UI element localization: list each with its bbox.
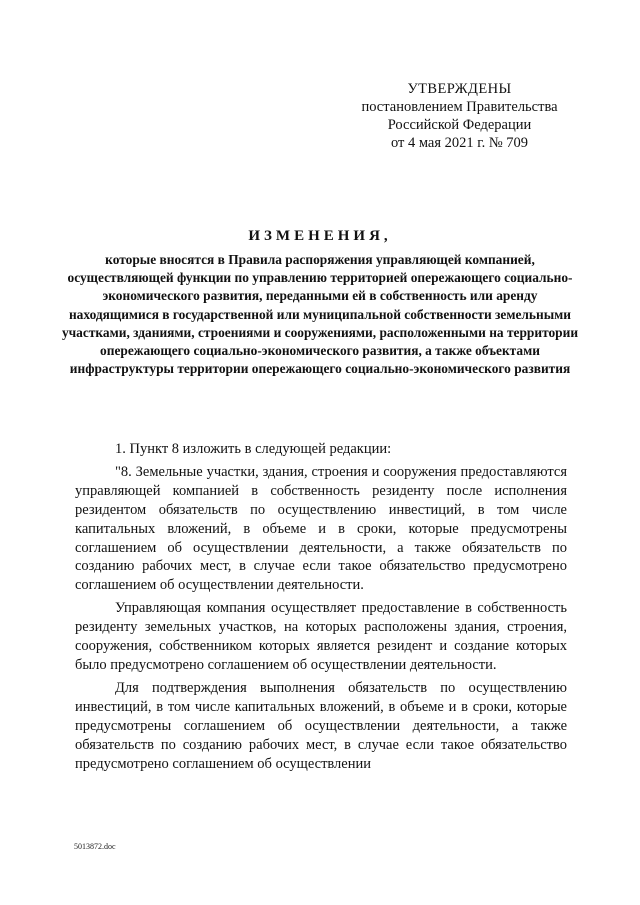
approval-title: УТВЕРЖДЕНЫ	[407, 81, 512, 97]
paragraph-2: "8. Земельные участки, здания, строения и сооружения предоставляются управляющей компанией в собственность резиденту после исполнения резидентом обязательств по осуществлению инвестиций, в том числе капитальных вложений, в объеме и в сроки, которые предусмотрены соглашением об осуществлении деятельности, а также обязательств по созданию рабочих мест, в случае если такое обязательство предусмотрено соглашением об осуществлении деятельности.	[75, 463, 567, 594]
paragraph-3: Управляющая компания осуществляет предоставление в собственность резиденту земельных участков, на которых расположены здания, строения, сооружения, собственником которых является резидент и создание которых было предусмотрено соглашением об осуществлении деятельности.	[75, 600, 567, 673]
approval-line-1: постановлением Правительства	[361, 99, 558, 115]
document-body	[75, 440, 567, 773]
paragraph-4: Для подтверждения выполнения обязательств по осуществлению инвестиций, в том числе капитальных вложений, в объеме и в сроки, которые предусмотрены соглашением об осуществлении деятельности, а также обязательств по созданию рабочих мест, в случае если такое обязательство предусмотрено соглашением об осуществлении	[75, 679, 567, 772]
approval-line-3: от 4 мая 2021 г. № 709	[390, 135, 529, 151]
approval-line-2: Российской Федерации	[387, 117, 532, 133]
paragraph-1: 1. Пункт 8 изложить в следующей редакции:	[115, 441, 392, 457]
document-heading: ИЗМЕНЕНИЯ,	[248, 228, 392, 244]
document-title-block	[60, 228, 580, 378]
document-subtitle: которые вносятся в Правила распоряжения управляющей компанией, осуществляющей функции по управлению территорией опережающего социально-экономического развития, переданными ей в собственность или аренду находящимися в государственной или муниципальной собственности земельными участками, зданиями, строениями и сооружениями, расположенными на территории опережающего социально-экономического развития, а также объектами инфраструктуры территории опережающего социально-экономического развития	[61, 252, 579, 377]
approval-stamp	[352, 80, 567, 152]
document-file-code: 5013872.doc	[74, 842, 116, 851]
